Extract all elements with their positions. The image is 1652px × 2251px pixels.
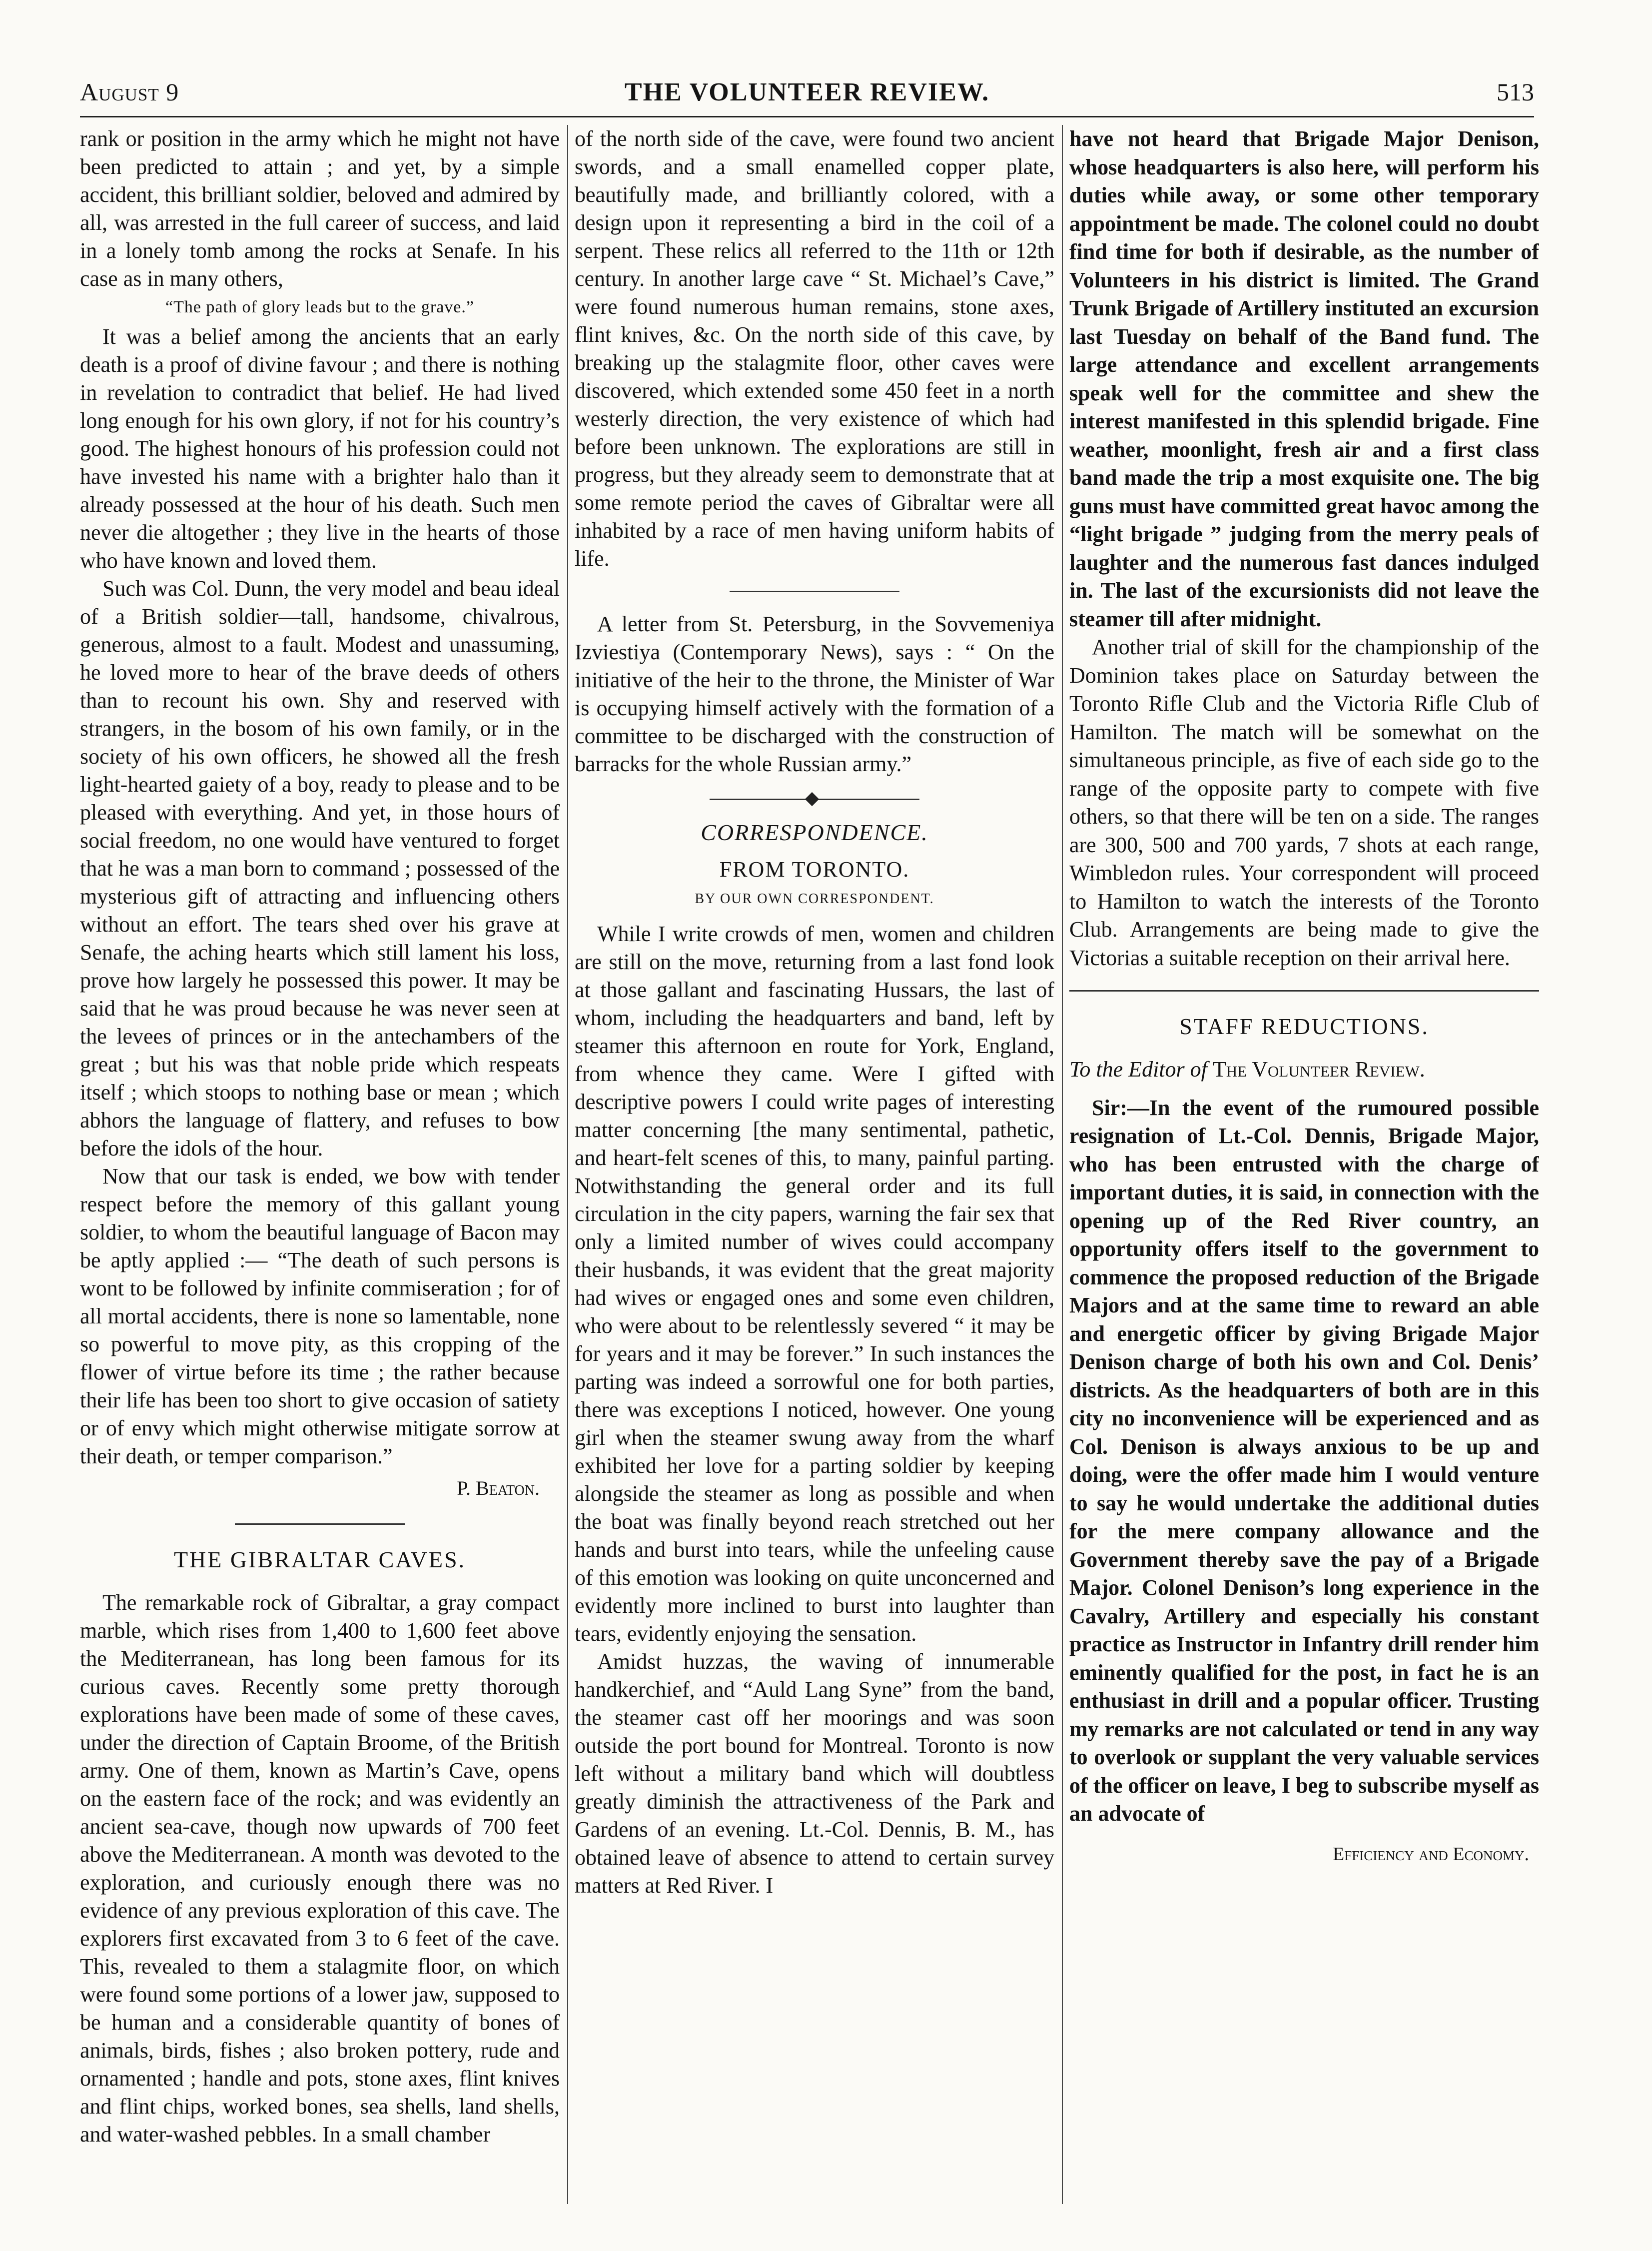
header-date: August 9 bbox=[80, 78, 179, 106]
ornamental-rule bbox=[710, 794, 919, 804]
page-header bbox=[80, 77, 1534, 112]
to-editor-line: To the Editor of The Volunteer Review. bbox=[1069, 1057, 1425, 1082]
paragraph: It was a belief among the ancients that an early death is a proof of divine favour ; and there is nothing in revelation to contradict that belief. He had lived long enough for his own glory, if not for his country’s good. The highest honours of his profession could not have invested his name with a brighter halo than it already possessed at the hour of his death. Such men never die altogether ; they live in the hearts of those who have known and loved them. bbox=[80, 324, 560, 573]
header-page-number: 513 bbox=[1497, 78, 1534, 106]
paragraph: rank or position in the army which he might not have been predicted to attain ; and yet, by a simple accident, this brilliant soldier, beloved and admired by all, was arrested in the full career of success, and laid in a lonely tomb among the rocks at Senafe. In his case as in many others, bbox=[80, 126, 560, 291]
column-3 bbox=[1069, 125, 1539, 2219]
paragraph: The remarkable rock of Gibraltar, a gray compact marble, which rises from 1,400 to 1,600 feet above the Mediterranean, has long been famous for its curious caves. Recently some pretty thorough explorations have been made of some of these caves, under the direction of Captain Broome, of the British army. One of them, known as Martin’s Cave, opens on the eastern face of the rock; and was evidently an ancient sea-cave, though now upwards of 700 feet above the Mediterranean. A month was devoted to the exploration, and curiously enough there was no evidence of any previous exploration of this cave. The explorers first excavated from 3 to 6 feet of the cave. This, revealed to them a stalagmite floor, on which were found some portions of a lower jaw, supposed to be human and a considerable quantity of bones of animals, birds, fishes ; also broken pottery, rude and ornamented ; handle and pots, stone axes, flint knives and flint chips, worked bones, sea shells, land shells, and water-washed pebbles. In a small chamber bbox=[80, 1590, 560, 2147]
section-rule bbox=[1069, 990, 1539, 992]
paragraph: While I write crowds of men, women and children are still on the move, returning from a last fond look at those gallant and fascinating Hussars, the last of whom, including the headquarters and band, left by steamer this afternoon en route for York, England, from whence they came. Were I gifted with descriptive powers I could write pages of interesting matter concerning [the many sentimental, pathetic, and heart-felt scenes of this, to many, painful parting. Notwithstanding the general order and its full circulation in the city papers, warning the fair sex that only a limited number of wives could accompany their husbands, it was evident that the great majority had wives or engaged ones and some even children, who were about to be relentlessly severed “ it may be for years and it may be forever.” In such instances the parting was indeed a sorrowful one for both parties, there was exceptions I noticed, however. One young girl when the steamer swung away from the wharf exhibited her love for a parting soldier by keeping alongside the steamer as long as possible and when the boat was finally beyond reach stretched out her hands and burst into tears, while the unfeeling cause of this emotion was looking on quite unconcerned and evidently more inclined to burst into laughter than tears, evidently enjoying the sensation. bbox=[575, 922, 1054, 1646]
column-divider bbox=[567, 125, 568, 2204]
section-rule bbox=[235, 1523, 405, 1525]
header-title: THE VOLUNTEER REVIEW. bbox=[624, 78, 990, 106]
paragraph: Such was Col. Dunn, the very model and beau ideal of a British soldier—tall, handsome, chivalrous, generous, almost to a fault. Modest and unassuming, he loved more to hear of the brave deeds of others than to recount his own. Shy and reserved with strangers, in the bosom of his own family, or in the society of his own officers, he showed all the fresh light-hearted gaiety of a boy, ready to please and to be pleased with everything. And yet, in those hours of social freedom, no one would have ventured to forget that he was a man born to command ; possessed of the mysterious gift of attracting and influencing others without an effort. The tears shed over his grave at Senafe, the aching hearts which still lament his loss, prove how largely he possessed this power. It may be said that he was proud because he was never seen at the levees of princes or in the antechambers of the great ; but his was that noble pride which respeats itself ; which stoops to nothing base or mean ; which abhors the language of flattery, and refuses to bow before the idols of the hour. bbox=[80, 576, 560, 1160]
diamond-ornament-icon bbox=[805, 792, 819, 806]
section-rule bbox=[730, 591, 899, 592]
article-signature: P. Beaton. bbox=[457, 1477, 540, 1499]
paragraph: Sir:—In the event of the rumoured possible resignation of Lt.-Col. Dennis, Brigade Major, who has been entrusted with the charge of important duties, it is said, in connection with the opening up of the Red River country, an opportunity offers itself to the government to commence the proposed reduction of the Brigade Majors and at the same time to reward an able and energetic officer by giving Brigade Major Denison charge of both his own and Col. Denis’ districts. As the headquarters of both are in this city no inconvenience will be experienced and as Col. Denison is always anxious to be up and doing, were the offer made him I would venture to say he would undertake the additional duties for the mere company allowance and the Government thereby save the pay of a Brigade Major. Colonel Denison’s long experience in the Cavalry, Artillery and especially his constant practice as Instructor in Infantry drill render him eminently qualified for the post, in fact he is an enthusiast in drill and a popular officer. Trusting my remarks are not calculated or tend in any way to overlook or supplant the very valuable services of the officer on leave, I beg to subscribe myself as an advocate of bbox=[1069, 1095, 1539, 1826]
article-heading-gibraltar: THE GIBRALTAR CAVES. bbox=[173, 1547, 466, 1572]
paragraph: Another trial of skill for the championship of the Dominion takes place on Saturday between the Toronto Rifle Club and the Victoria Rifle Club of Hamilton. The match will be somewhat on the simultaneous principle, as five of each side go to the range of the opposite party to compete with five others, so that there will be ten on a side. The ranges are 300, 500 and 700 yards, 7 shots at each range, Wimbledon rules. Your correspondent will proceed to Hamilton to watch the interests of the Toronto Club. Arrangements are being made to give the Victorias a suitable reception on their arrival here. bbox=[1069, 635, 1539, 970]
paragraph: have not heard that Brigade Major Denison, whose headquarters is also here, will perform his duties while away, or some other temporary appointment be made. The colonel could no doubt find time for both if desirable, as the number of Volunteers in his district is limited. The Grand Trunk Brigade of Artillery instituted an excursion last Tuesday on behalf of the Band fund. The large attendance and excellent arrangements speak well for the committee and shew the interest manifested in this splendid brigade. Fine weather, moonlight, fresh air and a first class band made the trip a most exquisite one. The big guns must have committed great havoc among the “light brigade ” judging from the merry peals of laughter and the numerous fast dances indulged in. The last of the excursionists did not leave the steamer till after midnight. bbox=[1069, 126, 1539, 631]
paragraph: of the north side of the cave, were found two ancient swords, and a small enamelled copper plate, beautifully made, and brilliantly colored, with a design upon it representing a bird in the coil of a serpent. These relics all referred to the 11th or 12th century. In another large cave “ St. Michael’s Cave,” were found numerous human remains, stone axes, flint knives, &c. On the north side of this cave, by breaking up the stalagmite floor, other caves were discovered, which extended some 450 feet in a north westerly direction, the very existence of which had before been unknown. The explorations are still in progress, but they already seem to demonstrate that at some remote period the caves of Gibraltar were all inhabited by a race of men having uniform habits of life. bbox=[575, 126, 1054, 571]
paragraph: Amidst huzzas, the waving of innumerable handkerchief, and “Auld Lang Syne” from the band, the steamer cast off her moorings and was soon outside the port bound for Montreal. Toronto is now left without a military band which will doubtless greatly diminish the attractiveness of the Park and Gardens of an evening. Lt.-Col. Dennis, B. M., has obtained leave of absence to attend to certain survey matters at Red River. I bbox=[575, 1649, 1054, 1898]
correspondence-heading: CORRESPONDENCE. bbox=[701, 820, 928, 845]
letter-closing: Efficiency and Economy. bbox=[1333, 1843, 1529, 1865]
paragraph: A letter from St. Petersburg, in the Sovvemeniya Izviestiya (Contemporary News), says : “ On the initiative of the heir to the throne, the Minister of War is occupying himself actively with the formation of a committee to be discharged with the construction of barracks for the whole Russian army.” bbox=[575, 612, 1054, 776]
byline: BY OUR OWN CORRESPONDENT. bbox=[695, 891, 934, 907]
quotation: “The path of glory leads but to the grave.” bbox=[165, 298, 474, 316]
article-heading-staff: STAFF REDUCTIONS. bbox=[1179, 1014, 1429, 1039]
column-1 bbox=[80, 125, 560, 2219]
header-rule bbox=[80, 116, 1534, 117]
column-divider bbox=[1062, 125, 1063, 2204]
paragraph: Now that our task is ended, we bow with tender respect before the memory of this gallant young soldier, to whom the beautiful language of Bacon may be aptly applied :— “The death of such persons is wont to be followed by infinite commiseration ; for of all mortal accidents, there is none so lamentable, none so powerful to move pity, as this cropping of the flower of virtue before its time ; the rather because their life has been too short to give occasion of satiety or of envy which might otherwise mitigate sorrow at their death, or temper comparison.” bbox=[80, 1164, 560, 1468]
column-2 bbox=[575, 125, 1054, 2219]
from-toronto-heading: FROM TORONTO. bbox=[719, 857, 910, 882]
